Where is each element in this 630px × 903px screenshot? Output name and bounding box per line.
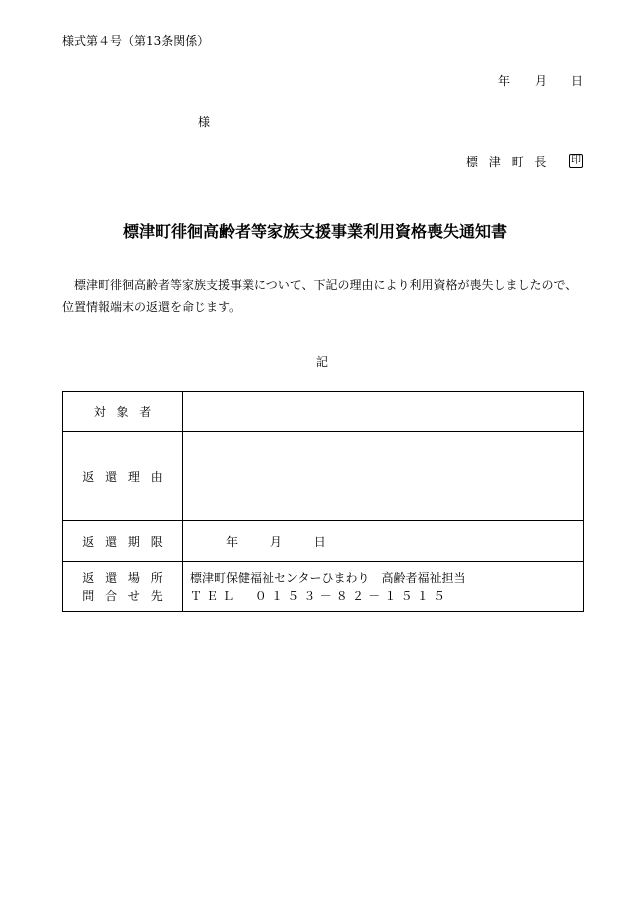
target-label-cell	[63, 392, 183, 432]
reason-label: 返還理由	[82, 469, 174, 484]
target-value-field[interactable]	[183, 392, 584, 432]
info-table	[62, 391, 584, 612]
note-mark: 記	[315, 355, 328, 369]
addressee-suffix: 様	[198, 115, 211, 129]
table-row-deadline	[63, 521, 584, 562]
date-month: 月	[535, 74, 548, 88]
document-title: 標津町徘徊高齢者等家族支援事業利用資格喪失通知書	[122, 222, 507, 241]
reason-value-field[interactable]	[183, 432, 584, 521]
target-label: 対象者	[93, 405, 163, 419]
table-row-reason	[63, 432, 584, 521]
contact-tel: ＴＥＬ ０１５３－８２－１５１５	[190, 588, 450, 603]
deadline-month: 月	[269, 534, 282, 549]
issuer-name: 標津町長	[466, 155, 558, 169]
seal-mark: 印	[571, 155, 581, 166]
deadline-value-field[interactable]	[183, 521, 584, 562]
contact-label: 問合せ先	[82, 588, 174, 603]
date-day: 日	[571, 74, 584, 88]
deadline-label-cell	[63, 521, 183, 562]
place-value-group	[190, 569, 583, 605]
place-value-cell	[183, 562, 584, 612]
place-label-cell	[63, 562, 183, 612]
reason-label-cell	[63, 432, 183, 521]
form-number: 様式第４号（第13条関係）	[62, 34, 210, 48]
deadline-label: 返還期限	[82, 534, 174, 549]
deadline-year: 年	[226, 534, 239, 549]
place-label: 返還場所	[82, 570, 174, 585]
body-text: 標津町徘徊高齢者等家族支援事業について、下記の理由により利用資格が喪失しましたので、位置情報端末の返還を命じます。	[62, 278, 578, 314]
table-row-target	[63, 392, 584, 432]
date-year: 年	[498, 74, 511, 88]
deadline-day: 日	[313, 534, 326, 549]
place-label-group	[82, 569, 174, 605]
table-row-place	[63, 562, 584, 612]
place-value: 標津町保健福祉センターひまわり 高齢者福祉担当	[190, 570, 466, 585]
